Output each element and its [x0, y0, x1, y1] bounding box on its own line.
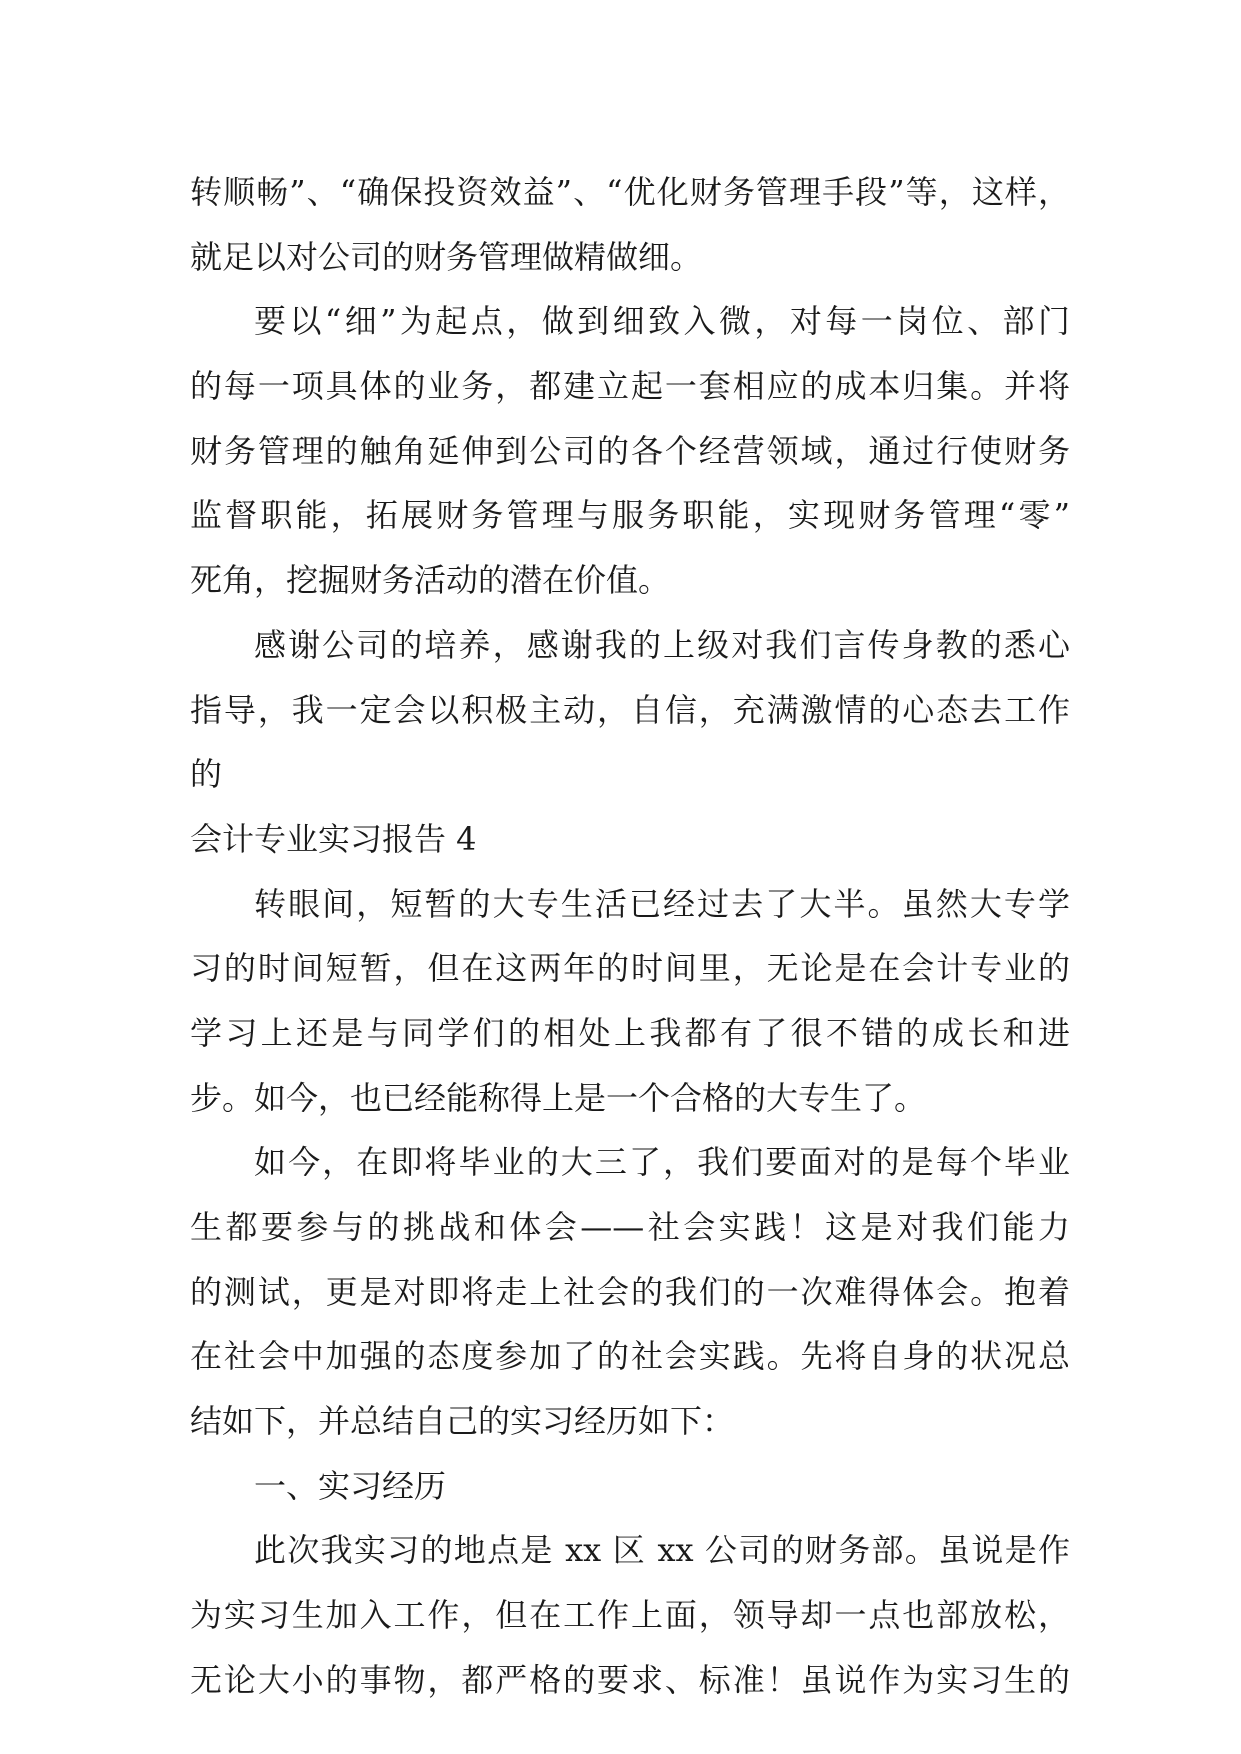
- text-line: 生都要参与的挑战和体会——社会实践！这是对我们能力: [190, 1208, 1070, 1246]
- text-line: 结如下，并总结自己的实习经历如下：: [190, 1402, 735, 1441]
- text-line: 要以“细”为起点，做到细致入微，对每一岗位、部门: [254, 302, 1070, 341]
- text-line: 的每一项具体的业务，都建立起一套相应的成本归集。并将: [190, 367, 1070, 406]
- text-line: 一、实习经历: [254, 1466, 447, 1505]
- text-line: 指导，我一定会以积极主动，自信，充满激情的心态去工作: [190, 690, 1070, 729]
- text-line: 的测试，更是对即将走上社会的我们的一次难得体会。抱着: [190, 1272, 1070, 1311]
- text-line: 转眼间，短暂的大专生活已经过去了大半。虽然大专学: [254, 884, 1070, 923]
- text-line: 在社会中加强的态度参加了的社会实践。先将自身的状况总: [190, 1337, 1070, 1376]
- text-line: 就足以对公司的财务管理做精做细。: [190, 237, 703, 276]
- text-line: 步。如今，也已经能称得上是一个合格的大专生了。: [190, 1078, 927, 1117]
- body-text: [190, 160, 1070, 1713]
- text-line: 为实习生加入工作，但在工作上面，领导却一点也部放松，: [190, 1596, 1070, 1635]
- text-line: 监督职能，拓展财务管理与服务职能，实现财务管理“零”: [190, 496, 1070, 535]
- text-line: 会计专业实习报告 4: [190, 819, 477, 858]
- text-line: 习的时间短暂，但在这两年的时间里，无论是在会计专业的: [190, 949, 1070, 988]
- text-line: 财务管理的触角延伸到公司的各个经营领域，通过行使财务: [190, 431, 1070, 470]
- text-line: 转顺畅”、“确保投资效益”、“优化财务管理手段”等，这样，: [190, 173, 1070, 211]
- text-line: 学习上还是与同学们的相处上我都有了很不错的成长和进: [190, 1013, 1070, 1052]
- text-line: 的: [190, 755, 223, 794]
- text-line: 感谢公司的培养，感谢我的上级对我们言传身教的悉心: [254, 625, 1070, 664]
- text-line: 死角，挖掘财务活动的潜在价值。: [190, 561, 671, 600]
- text-line: 此次我实习的地点是 xx 区 xx 公司的财务部。虽说是作: [254, 1531, 1070, 1570]
- text-line: 如今，在即将毕业的大三了，我们要面对的是每个毕业: [254, 1143, 1070, 1182]
- text-line: 无论大小的事物，都严格的要求、标准！虽说作为实习生的: [190, 1660, 1070, 1699]
